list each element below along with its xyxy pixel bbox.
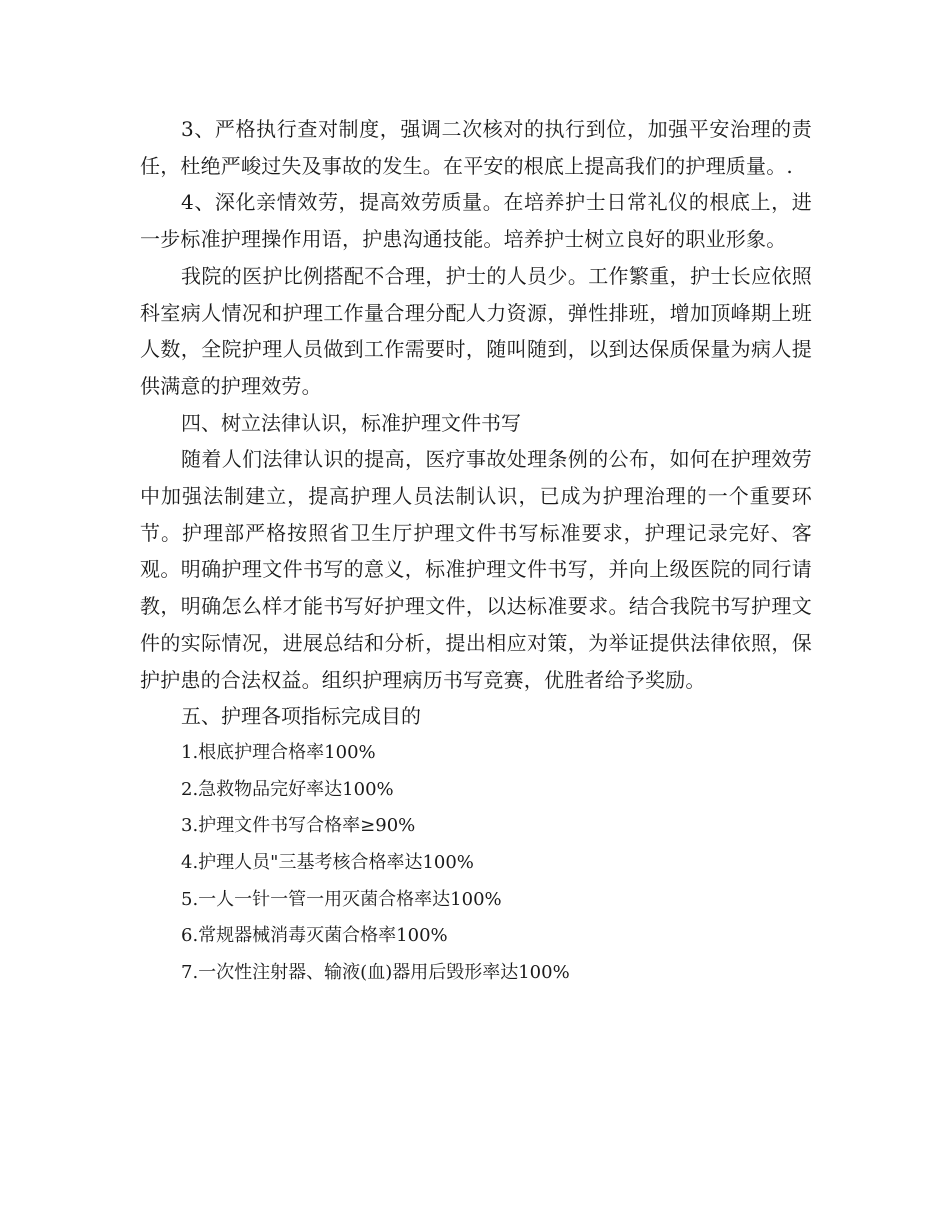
indicator-item: 3.护理文件书写合格率≥90%: [181, 815, 416, 837]
paragraph-4-service-quality: 4、深化亲情效劳，提高效劳质量。在培养护士日常礼仪的根底上，进一步标准护理操作用语，护患沟通技能。培养护士树立良好的职业形象。: [140, 190, 812, 252]
paragraph-staffing: 我院的医护比例搭配不合理，护士的人员少。工作繁重，护士长应依照科室病人情况和护理工作量合理分配人力资源，弹性排班，增加顶峰期上班人数，全院护理人员做到工作需要时，随叫随到，以到达保质保量为病人提供满意的护理效劳。: [140, 263, 812, 398]
section-4-heading: 四、树立法律认识，标准护理文件书写: [181, 410, 521, 435]
indicator-item: 7.一次性注射器、输液(血)器用后毁形率达100%: [181, 962, 570, 984]
indicator-item: 6.常规器械消毒灭菌合格率100%: [181, 925, 448, 947]
document-page: [140, 111, 812, 992]
section-5-heading: 五、护理各项指标完成目的: [181, 704, 421, 729]
indicator-item: 5.一人一针一管一用灭菌合格率达100%: [181, 888, 502, 910]
indicator-list: [140, 735, 812, 992]
section-4-body: 随着人们法律认识的提高，医疗事故处理条例的公布，如何在护理效劳中加强法制建立，提高护理人员法制认识，已成为护理治理的一个重要环节。护理部严格按照省卫生厅护理文件书写标准要求，护理记录完好、客观。明确护理文件书写的意义，标准护理文件书写，并向上级医院的同行请教，明确怎么样才能书写好护理文件，以达标准要求。结合我院书写护理文件的实际情况，进展总结和分析，提出相应对策，为举证提供法律依照，保护护患的合法权益。组织护理病历书写竞赛，优胜者给予奖励。: [140, 447, 812, 692]
paragraph-3-check-system: 3、严格执行查对制度，强调二次核对的执行到位，加强平安治理的责任，杜绝严峻过失及事故的发生。在平安的根底上提高我们的护理质量。.: [140, 117, 812, 178]
indicator-item: 2.急救物品完好率达100%: [181, 778, 394, 800]
indicator-item: 4.护理人员"三基考核合格率达100%: [181, 852, 474, 874]
indicator-item: 1.根底护理合格率100%: [181, 741, 376, 763]
